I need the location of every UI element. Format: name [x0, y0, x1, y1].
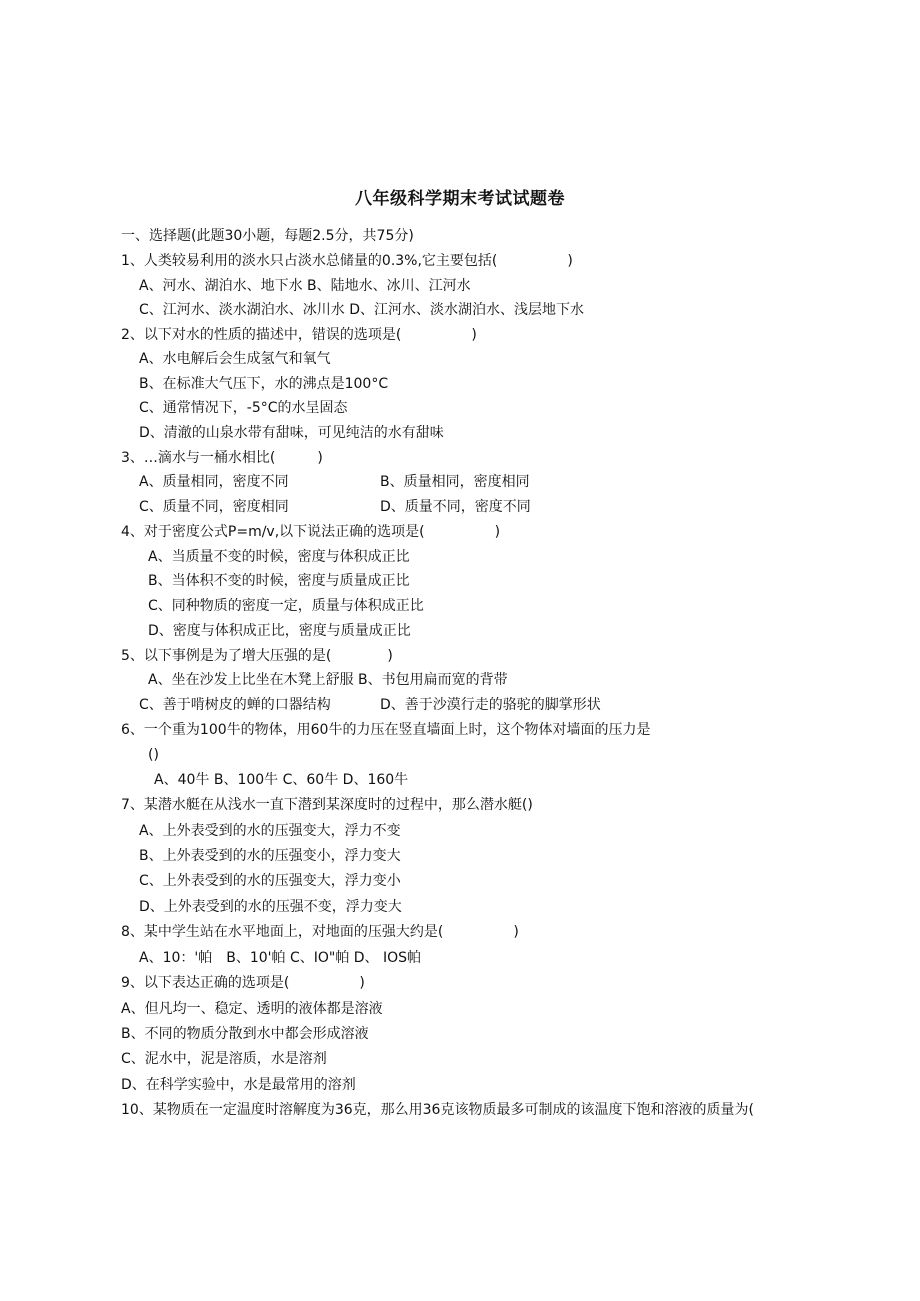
q1-stem: 1、人类较易利用的淡水只占淡水总储量的0.3%,它主要包括( )	[121, 253, 573, 269]
q9-option-a: A、但凡均一、稳定、透明的液体都是溶液	[121, 1001, 383, 1017]
q5-options-ab: A、坐在沙发上比坐在木凳上舒服 B、书包用扁而宽的背带	[148, 672, 508, 688]
q2-stem: 2、以下对水的性质的描述中，错误的选项是( )	[121, 327, 477, 343]
q5-option-d: D、善于沙漠行走的骆驼的脚掌形状	[380, 697, 601, 713]
q8-stem: 8、某中学生站在水平地面上，对地面的压强大约是( )	[121, 924, 519, 940]
q3-stem: 3、…滴水与一桶水相比( )	[121, 450, 323, 466]
q6-options: A、40牛 B、100牛 C、60牛 D、160牛	[154, 772, 409, 788]
q2-option-d: D、清澈的山泉水带有甜味，可见纯洁的水有甜味	[139, 425, 444, 441]
q6-answer-paren: ()	[148, 747, 159, 763]
q5-option-c: C、善于啃树皮的蝉的口器结构	[139, 697, 331, 713]
q3-option-d: D、质量不同，密度不同	[380, 499, 531, 515]
q4-option-d: D、密度与体积成正比，密度与质量成正比	[148, 623, 411, 639]
section-heading: 一、选择题(此题30小题，每题2.5分，共75分)	[121, 228, 414, 244]
q10-stem: 10、某物质在一定温度时溶解度为36克，那么用36克该物质最多可制成的该温度下饱和溶液的质量为(	[121, 1102, 754, 1118]
q8-options: A、10：'帕 B、10'帕 C、IO"帕 D、 IOS帕	[139, 950, 422, 966]
q2-option-c: C、通常情况下，-5°C的水呈固态	[139, 400, 348, 416]
q9-stem: 9、以下表达正确的选项是( )	[121, 975, 365, 991]
page-title: 八年级科学期末考试试题卷	[355, 189, 565, 209]
q1-options-ab: A、河水、湖泊水、地下水 B、陆地水、冰川、江河水	[139, 278, 471, 294]
q1-options-cd: C、江河水、淡水湖泊水、冰川水 D、江河水、淡水湖泊水、浅层地下水	[139, 302, 585, 318]
q9-option-b: B、不同的物质分散到水中都会形成溶液	[121, 1026, 369, 1042]
q4-stem: 4、对于密度公式P=m∕v,以下说法正确的选项是( )	[121, 524, 501, 540]
q7-option-a: A、上外表受到的水的压强变大，浮力不变	[139, 823, 401, 839]
q3-option-a: A、质量相同，密度不同	[139, 474, 289, 490]
q5-stem: 5、以下事例是为了增大压强的是( )	[121, 648, 393, 664]
q3-option-b: B、质量相同，密度相同	[380, 474, 530, 490]
q7-stem: 7、某潜水艇在从浅水一直下潜到某深度时的过程中，那么潜水艇()	[121, 797, 533, 813]
q7-option-d: D、上外表受到的水的压强不变，浮力变大	[139, 899, 402, 915]
q7-option-c: C、上外表受到的水的压强变大，浮力变小	[139, 873, 401, 889]
q9-option-c: C、泥水中，泥是溶质，水是溶剂	[121, 1051, 327, 1067]
q4-option-b: B、当体积不变的时候，密度与质量成正比	[148, 573, 410, 589]
q6-stem: 6、一个重为100牛的物体，用60牛的力压在竖直墙面上时，这个物体对墙面的压力是	[121, 722, 651, 738]
q7-option-b: B、上外表受到的水的压强变小，浮力变大	[139, 848, 401, 864]
q9-option-d: D、在科学实验中，水是最常用的溶剂	[121, 1077, 356, 1093]
q4-option-a: A、当质量不变的时候，密度与体积成正比	[148, 549, 410, 565]
q2-option-b: B、在标准大气压下，水的沸点是100°C	[139, 376, 389, 392]
q4-option-c: C、同种物质的密度一定，质量与体积成正比	[148, 598, 424, 614]
q2-option-a: A、水电解后会生成氢气和氧气	[139, 351, 331, 367]
q3-option-c: C、质量不同，密度相同	[139, 499, 289, 515]
